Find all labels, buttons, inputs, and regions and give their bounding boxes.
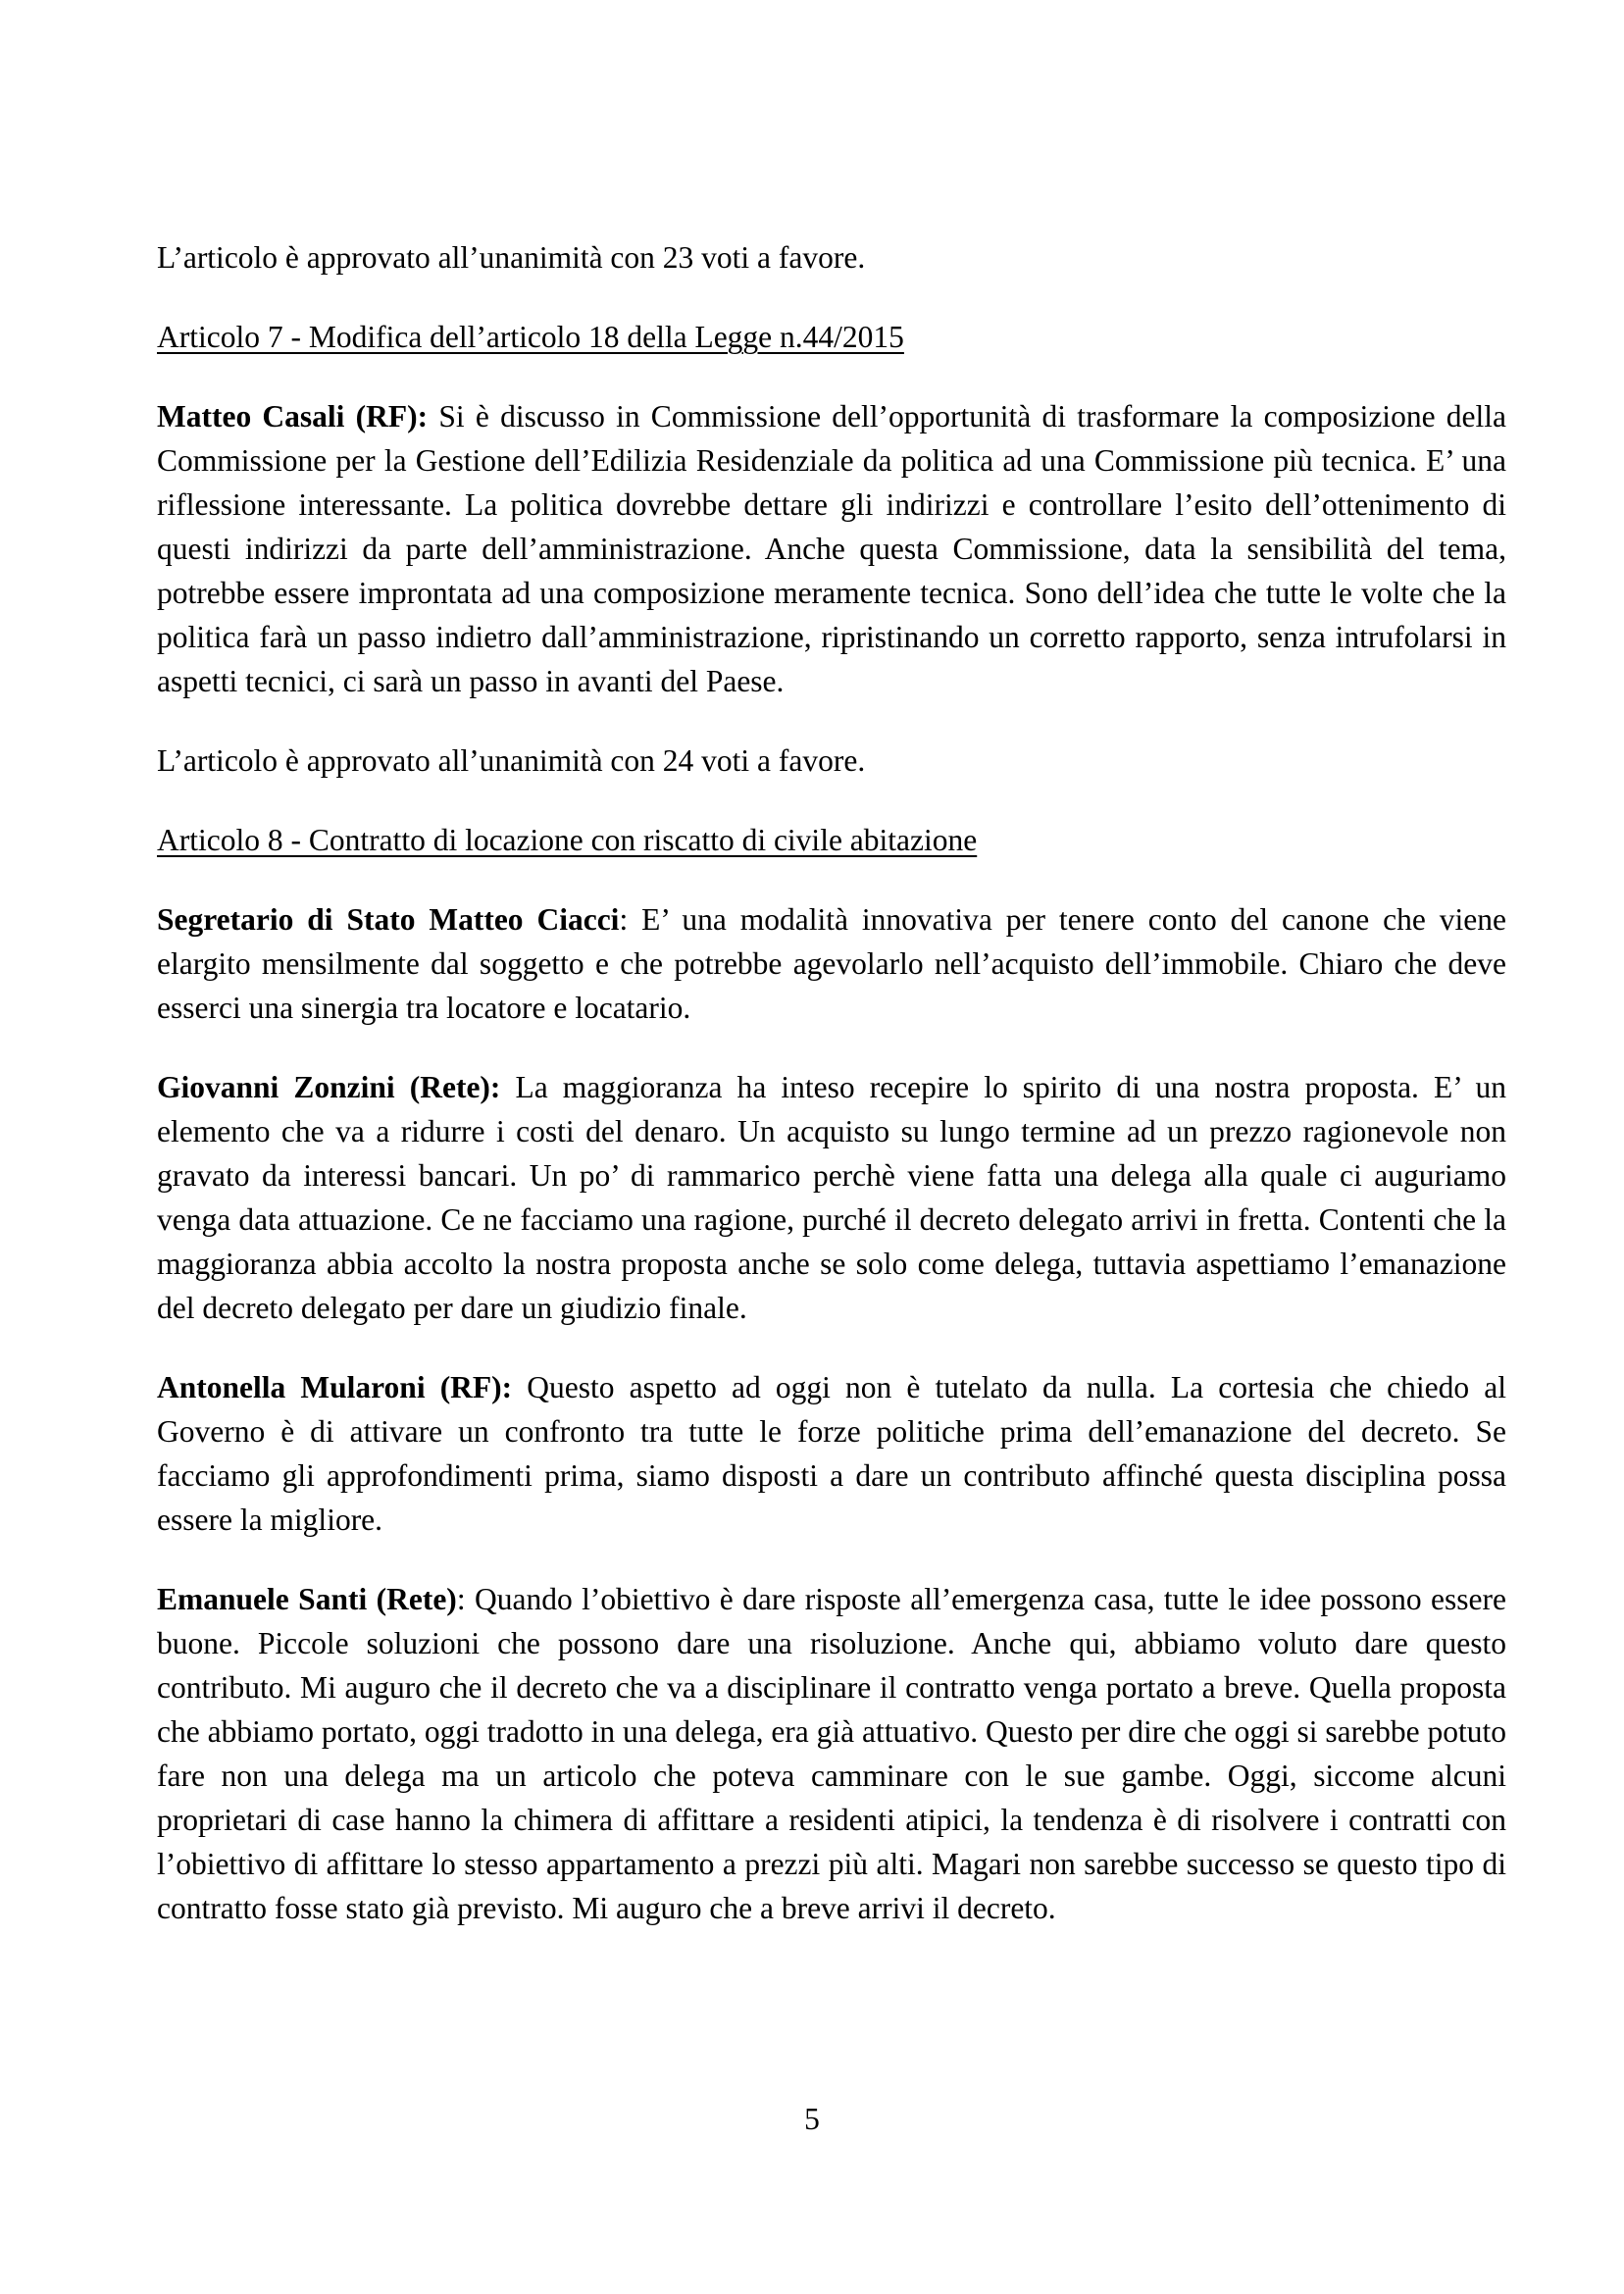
article-7-heading: Articolo 7 - Modifica dell’articolo 18 della Legge n.44/2015 <box>157 320 904 354</box>
speech-santi <box>157 1577 1506 1930</box>
speech-text: Questo aspetto ad oggi non è tutelato da nulla. La cortesia che chiedo al Governo è di attivare un confronto tra tutte le forze politiche prima dell’emanazione del decreto. Se facciamo gli approfondimenti prima, siamo disposti a dare un contributo affinché questa disciplina possa essere la migliore. <box>157 1370 1506 1537</box>
article-8-heading: Articolo 8 - Contratto di locazione con riscatto di civile abitazione <box>157 823 978 857</box>
speech-text: : E’ una modalità innovativa per tenere conto del canone che viene elargito mensilmente dal soggetto e che potrebbe agevolarlo nell’acquisto dell’immobile. Chiaro che deve esserci una sinergia tra locatore e locatario. <box>157 902 1506 1025</box>
speech-text: : Quando l’obiettivo è dare risposte all’emergenza casa, tutte le idee possono essere buone. Piccole soluzioni che possono dare una risoluzione. Anche qui, abbiamo voluto dare questo contributo. Mi auguro che il decreto che va a disciplinare il contratto venga portato a breve. Quella proposta che abbiamo portato, oggi tradotto in una delega, era già attuativo. Questo per dire che oggi si sarebbe potuto fare non una delega ma un articolo che poteva camminare con le sue gambe. Oggi, siccome alcuni proprietari di case hanno la chimera di affittare a residenti atipici, la tendenza è di risolvere i contratti con l’obiettivo di affittare lo stesso appartamento a prezzi più alti. Magari non sarebbe successo se questo tipo di contratto fosse stato già previsto. Mi auguro che a breve arrivi il decreto. <box>157 1582 1507 1925</box>
speech-text: Si è discusso in Commissione dell’opportunità di trasformare la composizione della Commissione per la Gestione dell’Edilizia Residenziale da politica ad una Commissione più tecnica. E’ una riflessione interessante. La politica dovrebbe dettare gli indirizzi e controllare l’esito dell’ottenimento di questi indirizzi da parte dell’amministrazione. Anche questa Commissione, data la sensibilità del tema, potrebbe essere improntata ad una composizione meramente tecnica. Sono dell’idea che tutte le volte che la politica farà un passo indietro dall’amministrazione, ripristinando un corretto rapporto, senza intrufolarsi in aspetti tecnici, ci sarà un passo in avanti del Paese. <box>157 399 1506 698</box>
vote-result-1: L’articolo è approvato all’unanimità con 23 voti a favore. <box>157 240 866 275</box>
speech-mularoni <box>157 1365 1506 1542</box>
document-body <box>157 235 1506 1965</box>
speech-casali <box>157 394 1506 703</box>
speaker-name: Matteo Casali (RF): <box>157 399 429 433</box>
page-number: 5 <box>804 2102 820 2136</box>
speaker-name: Giovanni Zonzini (Rete): <box>157 1070 501 1104</box>
speech-text: La maggioranza ha inteso recepire lo spirito di una nostra proposta. E’ un elemento che va a ridurre i costi del denaro. Un acquisto su lungo termine ad un prezzo ragionevole non gravato da interessi bancari. Un po’ di rammarico perchè viene fatta una delega alla quale ci auguriamo venga data attuazione. Ce ne facciamo una ragione, purché il decreto delegato arrivi in fretta. Contenti che la maggioranza abbia accolto la nostra proposta anche se solo come delega, tuttavia aspettiamo l’emanazione del decreto delegato per dare un giudizio finale. <box>157 1070 1506 1325</box>
speech-zonzini <box>157 1065 1506 1330</box>
speaker-name: Segretario di Stato Matteo Ciacci <box>157 902 620 937</box>
speech-ciacci <box>157 897 1506 1030</box>
vote-result-2: L’articolo è approvato all’unanimità con 24 voti a favore. <box>157 743 866 778</box>
speaker-name: Antonella Mularoni (RF): <box>157 1370 513 1404</box>
speaker-name: Emanuele Santi (Rete) <box>157 1582 457 1616</box>
